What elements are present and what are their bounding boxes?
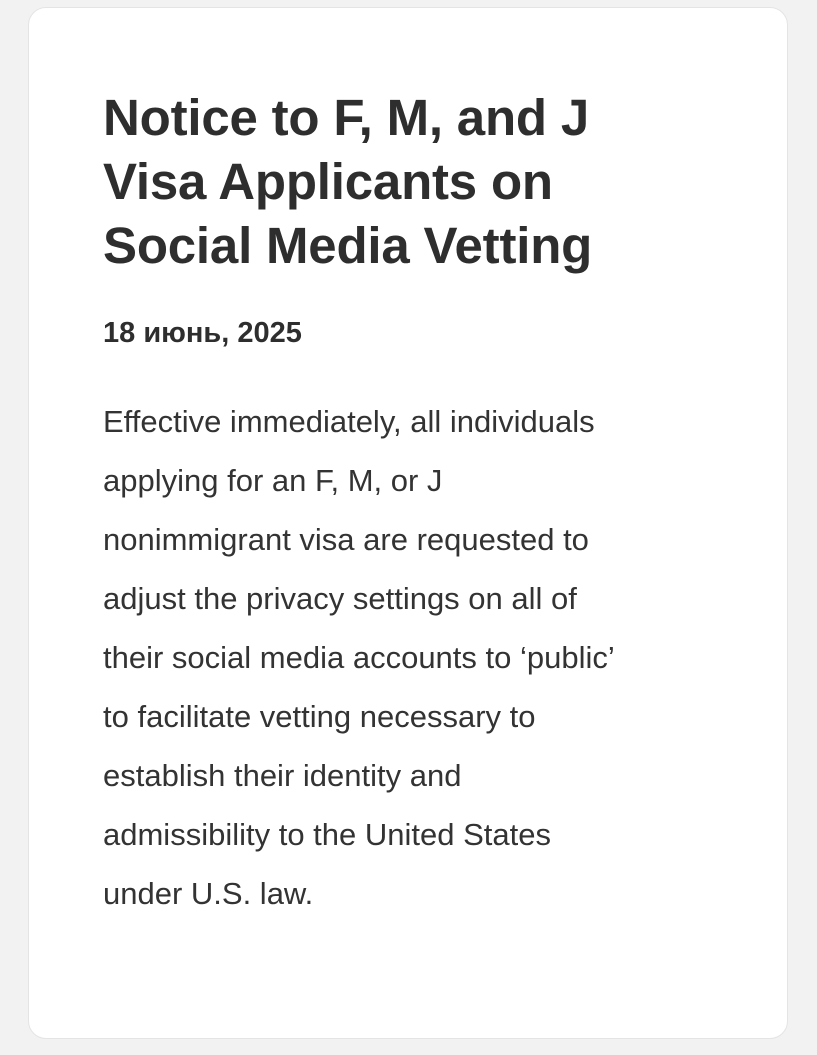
- notice-date: 18 июнь, 2025: [103, 317, 302, 349]
- notice-body-line: adjust the privacy settings on all of: [103, 581, 577, 616]
- notice-body-line: to facilitate vetting necessary to: [103, 699, 536, 734]
- notice-title-line: Notice to F, M, and J: [103, 89, 590, 146]
- notice-title-line: Social Media Vetting: [103, 217, 593, 274]
- notice-body: [103, 392, 723, 923]
- notice-body-line: applying for an F, M, or J: [103, 463, 443, 498]
- notice-body-line: under U.S. law.: [103, 876, 314, 911]
- notice-title: [103, 86, 743, 278]
- notice-body-line: Effective immediately, all individuals: [103, 404, 595, 439]
- notice-body-line: admissibility to the United States: [103, 817, 551, 852]
- notice-body-line: nonimmigrant visa are requested to: [103, 522, 589, 557]
- notice-body-line: establish their identity and: [103, 758, 462, 793]
- notice-body-line: their social media accounts to ‘public’: [103, 640, 615, 675]
- notice-title-line: Visa Applicants on: [103, 153, 553, 210]
- notice-card: [28, 7, 788, 1039]
